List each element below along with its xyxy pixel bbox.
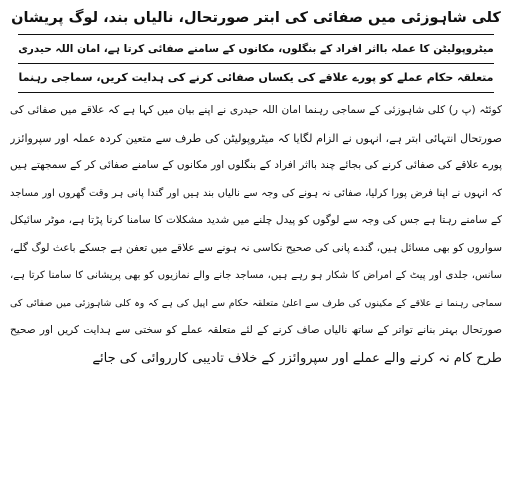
body-line: کے سامنے رہتا ہے جس کی وجہ سے لوگوں کو پیدل چلنے میں شدید مشکلات کا سامنا کرنا پڑتا ہے، موٹر سائیکل xyxy=(10,214,502,226)
body-line: سماجی رہنما نے علاقے کے مکینوں کی طرف سے اعلیٰ متعلقہ حکام سے اپیل کی ہے کہ وہ کلی شاہوزئی میں صفائی کی xyxy=(10,297,502,309)
divider-2 xyxy=(18,63,494,64)
headline-main: کلی شاہوزئی میں صفائی کی ابتر صورتحال، نالیاں بند، لوگ پریشان xyxy=(11,10,501,26)
body-line: کہ انہوں نے اپنا فرض پورا کرلیا، صفائی نہ ہونے کی وجہ سے نالیاں بند ہیں اور گندا پانی ہر وقت گھروں اور مساجد xyxy=(10,187,502,199)
headline-sub-1: میٹروپولیٹن کا عملہ بااثر افراد کے بنگلوں، مکانوں کے سامنے صفائی کرتا ہے، امان اللہ حیدری xyxy=(18,43,494,55)
body-line: سواروں کو بھی مسائل ہیں، گندے پانی کی صحیح نکاسی نہ ہونے سے علاقے میں تعفن ہے جسکے باعث لوگ گلے، xyxy=(10,241,502,254)
body-line: صورتحال انتہائی ابتر ہے، انہوں نے الزام لگایا کہ میٹروپولیٹن کی طرف سے متعین کردہ عملہ اور سپروائزر xyxy=(10,131,502,145)
headline-sub-2: متعلقہ حکام عملے کو پورے علاقے کی یکساں صفائی کرنے کی ہدایت کریں، سماجی رہنما xyxy=(18,71,494,84)
article-body xyxy=(10,97,502,372)
divider-1 xyxy=(18,34,494,35)
body-line: طرح کام نہ کرنے والے عملے اور سپروائزر کے خلاف تادیبی کارروائی کی جائے xyxy=(92,350,502,366)
body-line: صورتحال بہتر بنانے تواتر کے ساتھ نالیاں صاف کرنے کے لئے متعلقہ عملے کو سختی سے ہدایت کریں اور صحیح xyxy=(10,324,502,336)
body-line: سانس، جلدی اور پیٹ کے امراض کا شکار ہو رہے ہیں، مساجد جانے والے نمازیوں کو بھی پریشانی کا سامنا کرتا ہے، xyxy=(10,270,502,281)
body-line: پورے علاقے کی صفائی کرنے کی بجائے چند بااثر افراد کے بنگلوں اور مکانوں کے سامنے صفائی کر کے سمجھتے ہیں xyxy=(10,159,502,171)
body-line: کوئٹہ (پ ر) کلی شاہوزئی کے سماجی رہنما امان اللہ حیدری نے اپنے بیان میں کہا ہے کہ علاقے میں صفائی کی xyxy=(10,104,502,116)
divider-3 xyxy=(18,92,494,93)
